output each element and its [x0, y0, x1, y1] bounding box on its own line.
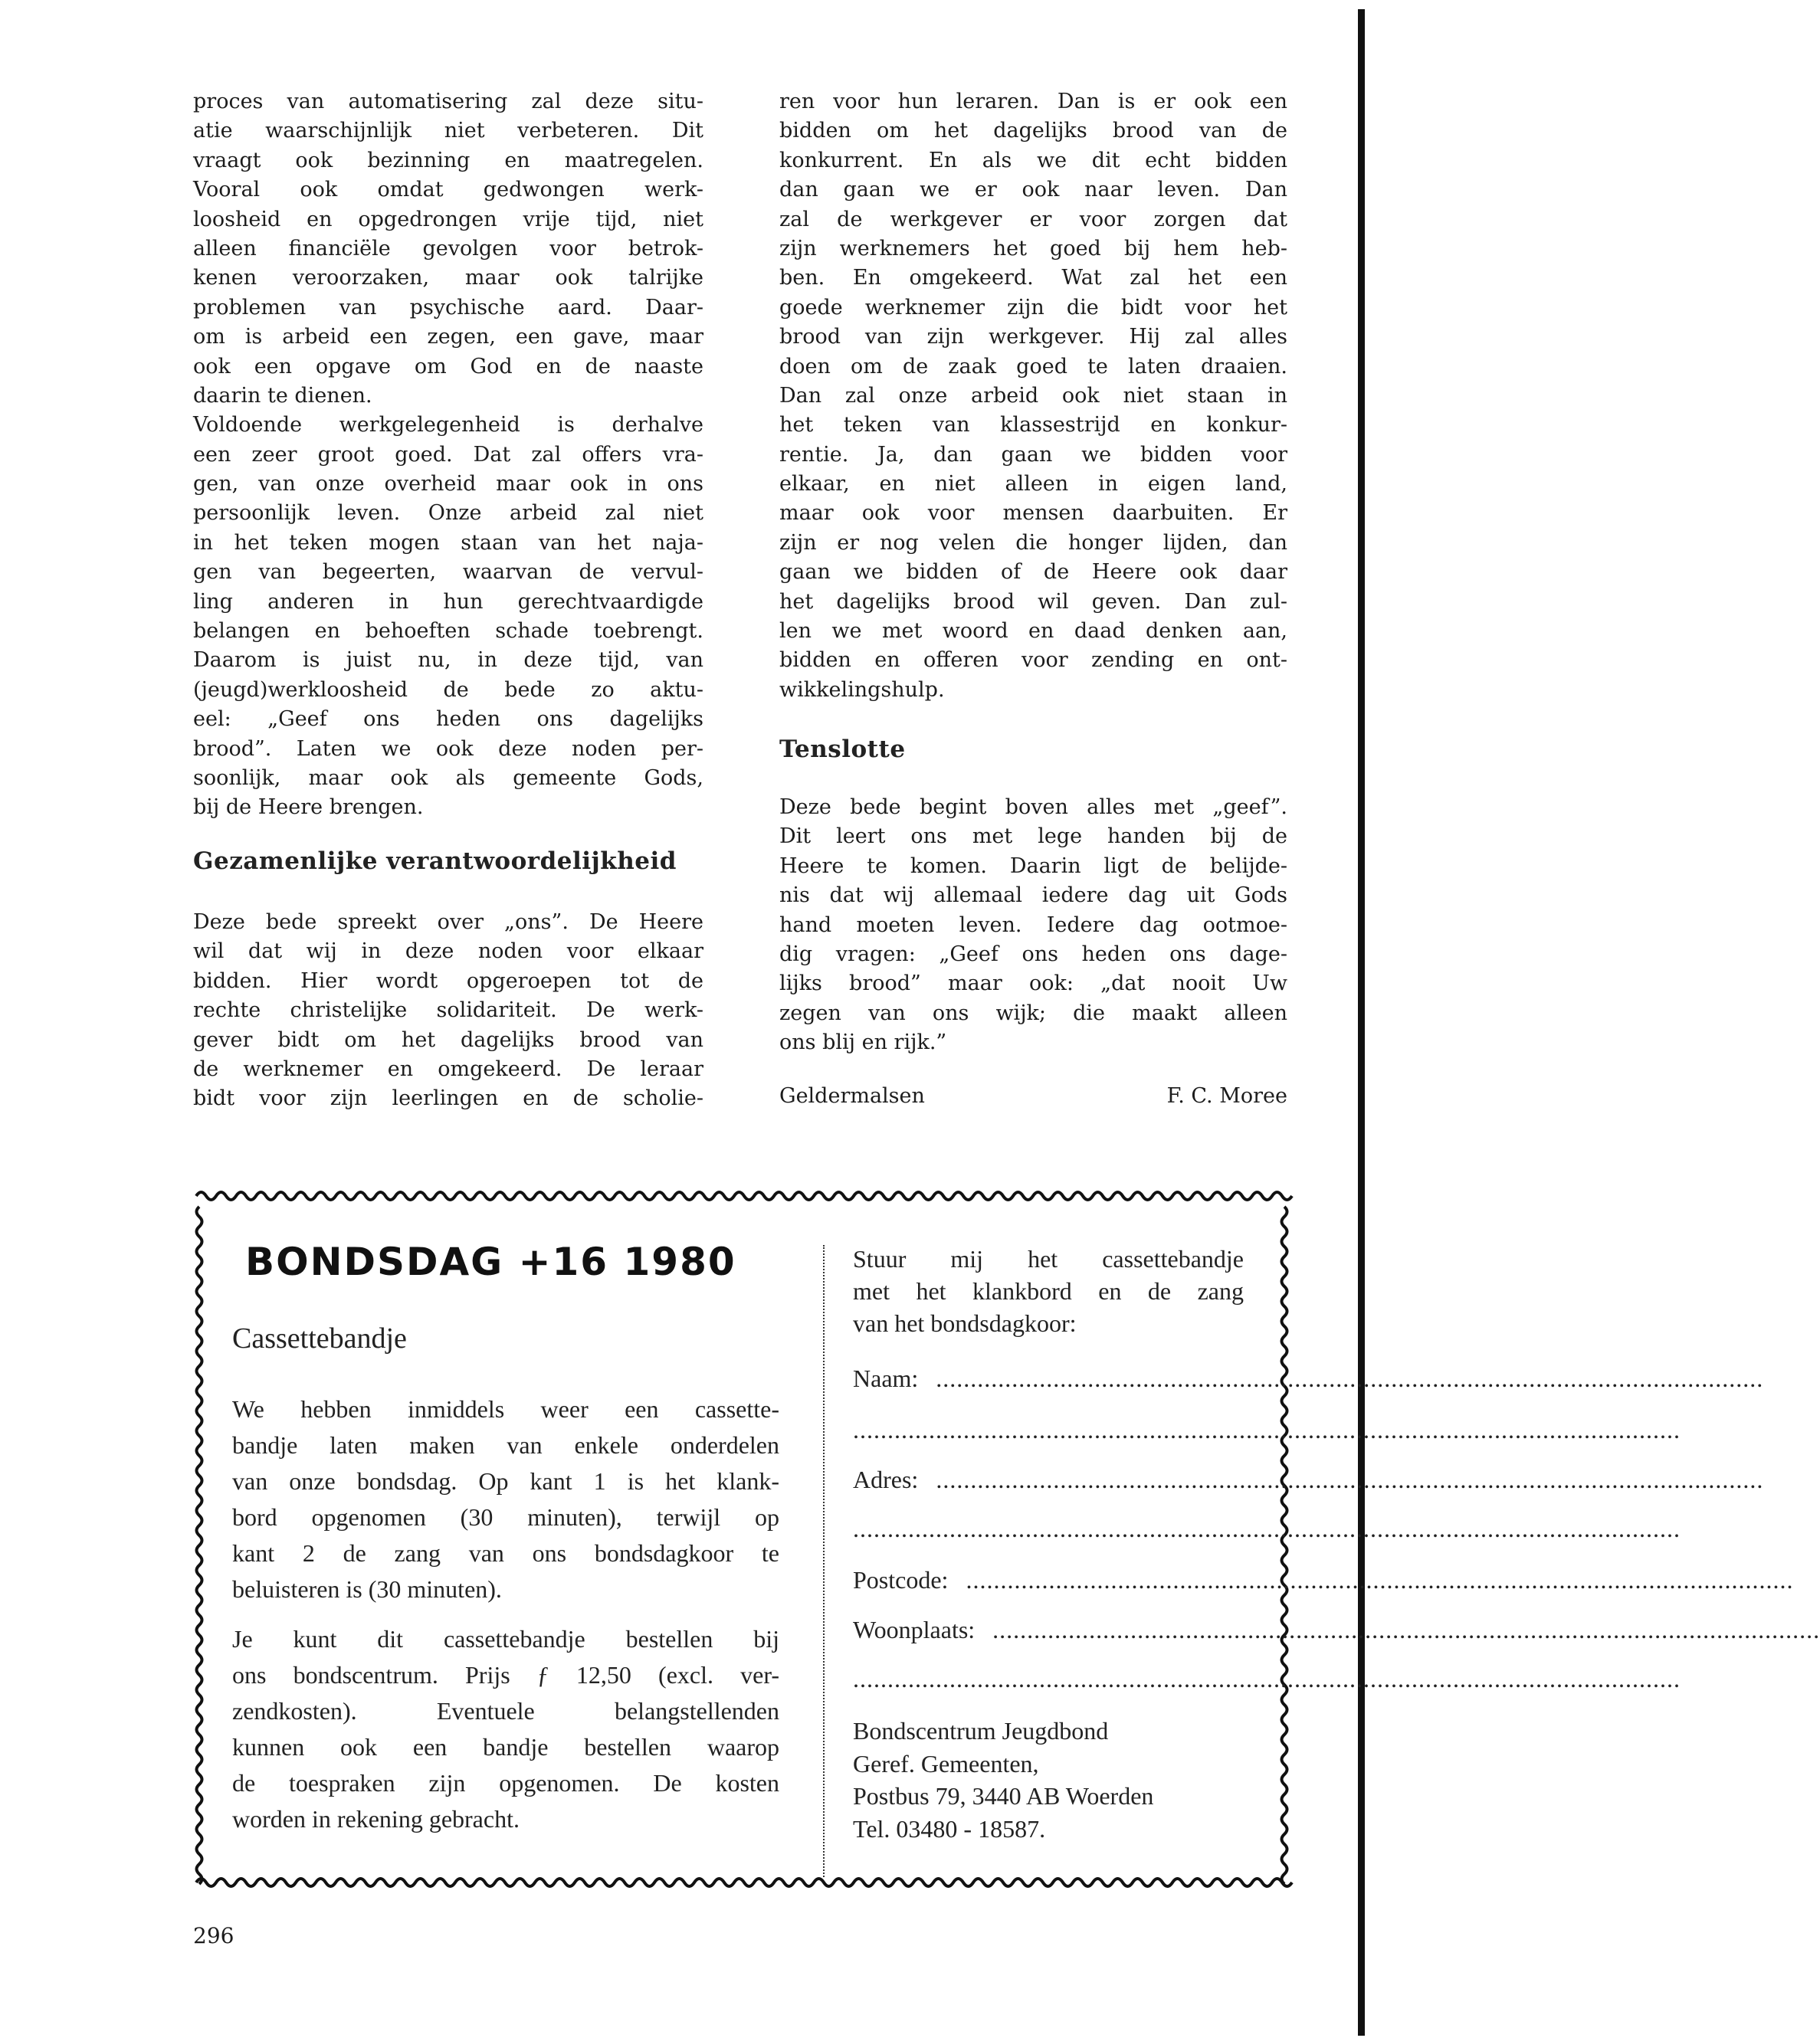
author: F. C. Moree	[1166, 1084, 1287, 1108]
text-line: doen om de zaak goed te laten draaien.	[779, 354, 1287, 378]
name-field[interactable]	[853, 1363, 1764, 1394]
ad-subtitle: Cassettebandje	[232, 1322, 407, 1355]
text-line: persoonlijk leven. Onze arbeid zal niet	[193, 501, 703, 526]
text-line: om is arbeid een zegen, een gave, maar	[193, 325, 703, 349]
text-line: gen, van onze overheid maar ook in ons	[193, 472, 703, 496]
page-number: 296	[193, 1923, 234, 1948]
text-line: kant 2 de zang van ons bondsdagkoor te	[232, 1539, 779, 1567]
text-line: met het klankbord en de zang	[853, 1277, 1244, 1305]
scan-edge-bar	[1358, 9, 1365, 2036]
text-line: gever bidt om het dagelijks brood van	[193, 1027, 703, 1052]
heading-tenslotte: Tenslotte	[779, 736, 906, 763]
text-line: gaan we bidden of de Heere ook daar	[779, 560, 1287, 585]
text-line: elkaar, en niet alleen in eigen land,	[779, 472, 1287, 496]
text-line: nis dat wij allemaal iedere dag uit Gods	[779, 883, 1287, 908]
text-line: Heere te komen. Daarin ligt de belijde-	[779, 854, 1287, 878]
text-line: zijn er nog velen die honger lijden, dan	[779, 530, 1287, 555]
dots: ........................................................................................................................	[853, 1665, 1681, 1692]
city-field-line-2[interactable]	[853, 1663, 1681, 1694]
text-line: Bondscentrum Jeugdbond	[853, 1717, 1109, 1745]
text-line: soonlijk, maar ook als gemeente Gods,	[193, 765, 703, 790]
text-line: Stuur mij het cassettebandje	[853, 1245, 1244, 1273]
postcode-dots: ........................................................................................................................	[959, 1566, 1794, 1594]
text-line: beluisteren is (30 minuten).	[232, 1575, 502, 1603]
text-line: wikkelingshulp.	[779, 677, 945, 702]
text-line: hand moeten leven. Iedere dag ootmoe-	[779, 913, 1287, 937]
text-line: atie waarschijnlijk niet verbeteren. Dit	[193, 119, 703, 143]
text-line: in het teken mogen staan van het naja-	[193, 530, 703, 555]
address-field[interactable]	[853, 1464, 1764, 1495]
text-line: len we met woord en daad denken aan,	[779, 619, 1287, 644]
text-line: maar ook voor mensen daarbuiten. Er	[779, 501, 1287, 526]
ad-title: BONDSDAG +16 1980	[245, 1240, 736, 1284]
left-column-text-2	[193, 908, 703, 1114]
text-line: ling anderen in hun gerechtvaardigde	[193, 589, 703, 614]
text-line: brood”. Laten we ook deze noden per-	[193, 736, 703, 761]
wavy-border-right	[1282, 1207, 1287, 1884]
text-line: eel: „Geef ons heden ons dagelijks	[193, 707, 703, 732]
text-line: loosheid en opgedrongen vrije tijd, niet	[193, 207, 703, 231]
address-field-line-2[interactable]	[853, 1513, 1681, 1544]
wavy-border-bottom	[196, 1879, 1292, 1886]
text-line: Voldoende werkgelegenheid is derhalve	[193, 413, 703, 437]
text-line: daarin te dienen.	[193, 383, 372, 408]
text-line: Tel. 03480 - 18587.	[853, 1814, 1046, 1843]
name-dots: ........................................................................................................................	[929, 1365, 1764, 1392]
text-line: rentie. Ja, dan gaan we bidden voor	[779, 442, 1287, 467]
name-label: Naam:	[853, 1365, 919, 1392]
postcode-label: Postcode:	[853, 1566, 949, 1594]
text-line: bidt voor zijn leerlingen en de scholie-	[193, 1086, 703, 1111]
right-column-text	[779, 87, 1287, 705]
text-line: zijn werknemers het goed bij hem heb-	[779, 236, 1287, 260]
text-line: van het bondsdagkoor:	[853, 1309, 1077, 1337]
right-column-text-2	[779, 793, 1287, 1058]
text-line: konkurrent. En als we dit echt bidden	[779, 148, 1287, 172]
text-line: ons bondscentrum. Prijs ƒ 12,50 (excl. ver-	[232, 1661, 779, 1689]
text-line: Daarom is juist nu, in deze tijd, van	[193, 648, 703, 673]
text-line: zegen van ons wijk; die maakt alleen	[779, 1001, 1287, 1025]
text-line: bidden om het dagelijks brood van de	[779, 119, 1287, 143]
text-line: Geref. Gemeenten,	[853, 1749, 1039, 1778]
text-line: goede werknemer zijn die bidt voor het	[779, 295, 1287, 319]
text-line: bidden en offeren voor zending en ont-	[779, 648, 1287, 673]
text-line: dan gaan we er ook naar leven. Dan	[779, 178, 1287, 202]
text-line: gen van begeerten, waarvan de vervul-	[193, 560, 703, 585]
text-line: proces van automatisering zal deze situ-	[193, 90, 703, 113]
text-line: Dan zal onze arbeid ook niet staan in	[779, 383, 1287, 408]
ad-paragraph-2	[232, 1621, 779, 1837]
text-line: alleen financiële gevolgen voor betrok-	[193, 236, 703, 260]
dotted-cut-line	[823, 1245, 825, 1877]
postcode-field[interactable]	[853, 1565, 1794, 1595]
address-label: Adres:	[853, 1466, 919, 1493]
text-line: kenen veroorzaken, maar ook talrijke	[193, 266, 703, 290]
text-line: Je kunt dit cassettebandje bestellen bij	[232, 1625, 779, 1653]
text-line: wil dat wij in deze noden voor elkaar	[193, 939, 703, 964]
text-line: bord opgenomen (30 minuten), terwijl op	[232, 1503, 779, 1531]
text-line: kunnen ook een bandje bestellen waarop	[232, 1733, 779, 1761]
city-dots: ........................................................................................................................	[985, 1616, 1820, 1643]
place: Geldermalsen	[779, 1084, 925, 1108]
text-line: worden in rekening gebracht.	[232, 1805, 520, 1833]
text-line: bij de Heere brengen.	[193, 795, 424, 820]
text-line: ook een opgave om God en de naaste	[193, 354, 703, 378]
text-line: Postbus 79, 3440 AB Woerden	[853, 1782, 1154, 1810]
city-field[interactable]	[853, 1614, 1820, 1645]
text-line: lijks brood” maar ook: „dat nooit Uw	[779, 971, 1287, 996]
wavy-border-left	[197, 1207, 202, 1884]
text-line: een zeer groot goed. Dat zal offers vra-	[193, 442, 703, 467]
text-line: het teken van klassestrijd en konkur-	[779, 413, 1287, 437]
text-line: Deze bede spreekt over „ons”. De Heere	[193, 910, 703, 934]
text-line: (jeugd)werkloosheid de bede zo aktu-	[193, 677, 703, 702]
text-line: Dit leert ons met lege handen bij de	[779, 824, 1287, 849]
heading-gezamenlijke: Gezamenlijke verantwoordelijkheid	[193, 847, 677, 875]
text-line: problemen van psychische aard. Daar-	[193, 295, 703, 319]
text-line: We hebben inmiddels weer een cassette-	[232, 1395, 779, 1423]
text-line: zal de werkgever er voor zorgen dat	[779, 207, 1287, 231]
text-line: het dagelijks brood wil geven. Dan zul-	[779, 589, 1287, 614]
address-dots: ........................................................................................................................	[929, 1466, 1764, 1493]
text-line: zendkosten). Eventuele belangstellenden	[232, 1697, 779, 1725]
text-line: vraagt ook bezinning en maatregelen.	[193, 148, 703, 172]
text-line: Deze bede begint boven alles met „geef”.	[779, 795, 1287, 819]
text-line: de toespraken zijn opgenomen. De kosten	[232, 1769, 779, 1797]
text-line: bidden. Hier wordt opgeroepen tot de	[193, 968, 703, 993]
ad-paragraph-1	[232, 1391, 779, 1607]
left-column-text	[193, 87, 703, 823]
text-line: rechte christelijke solidariteit. De werk-	[193, 998, 703, 1023]
wavy-border-top	[196, 1192, 1292, 1200]
text-line: de werknemer en omgekeerd. De leraar	[193, 1057, 703, 1081]
text-line: dig vragen: „Geef ons heden ons dage-	[779, 942, 1287, 966]
bondscentrum-address	[853, 1715, 1244, 1845]
text-line: Vooral ook omdat gedwongen werk-	[193, 178, 703, 202]
name-field-line-2[interactable]	[853, 1414, 1681, 1445]
text-line: belangen en behoeften schade toebrengt.	[193, 619, 703, 644]
order-intro	[853, 1243, 1244, 1339]
city-label: Woonplaats:	[853, 1616, 976, 1643]
text-line: bandje laten maken van enkele onderdelen	[232, 1431, 779, 1459]
dots: ........................................................................................................................	[853, 1515, 1681, 1542]
text-line: ben. En omgekeerd. Wat zal het een	[779, 266, 1287, 290]
text-line: brood van zijn werkgever. Hij zal alles	[779, 325, 1287, 349]
dots: ........................................................................................................................	[853, 1416, 1681, 1443]
text-line: ons blij en rijk.”	[779, 1030, 947, 1055]
text-line: van onze bondsdag. Op kant 1 is het klank-	[232, 1467, 779, 1495]
text-line: ren voor hun leraren. Dan is er ook een	[779, 90, 1287, 113]
